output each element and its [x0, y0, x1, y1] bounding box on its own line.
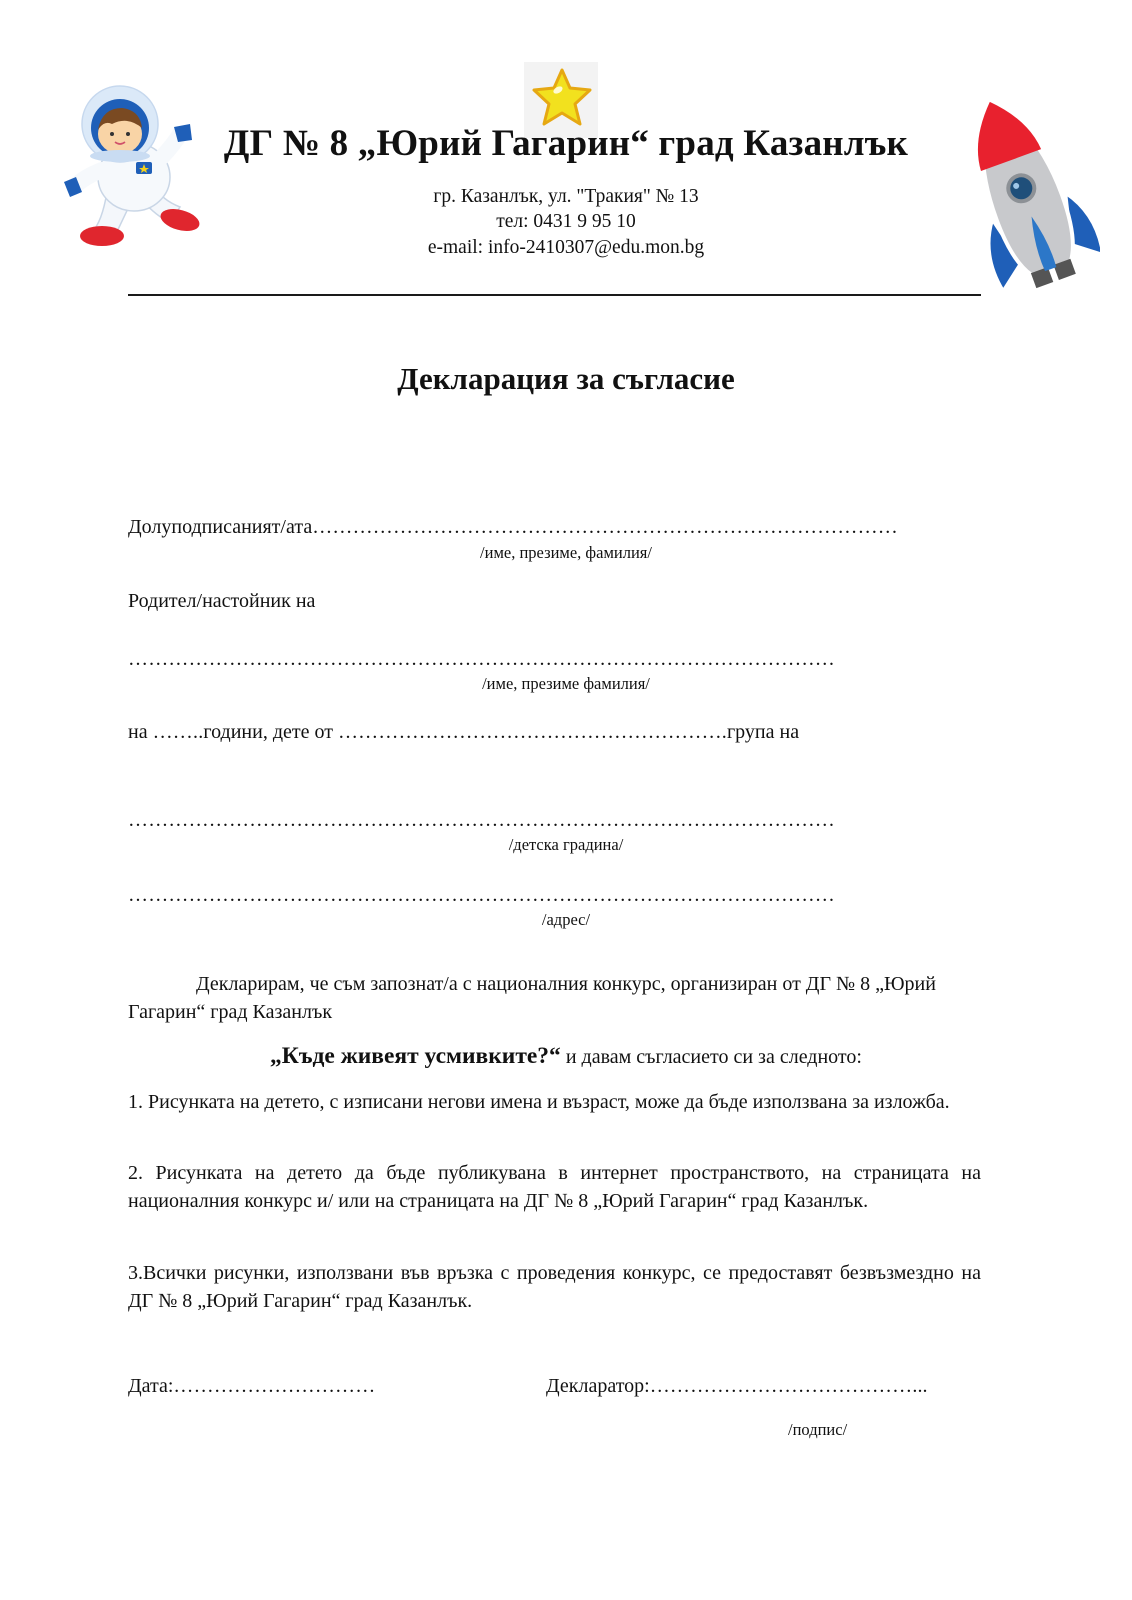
- age-field[interactable]: ……..: [152, 721, 204, 743]
- address-hint: /адрес/: [541, 910, 591, 929]
- declarant-line: [546, 1375, 928, 1398]
- contest-suffix: и давам съгласието си за следното:: [560, 1046, 862, 1068]
- contest-line: [0, 1043, 1132, 1070]
- organization-name-text: ДГ № 8 „Юрий Гагарин“ град Казанлък: [223, 123, 909, 164]
- consent-item-1: 1. Рисунката на детето, с изписани негови имена и възраст, може да бъде използвана за изложба.: [128, 1091, 950, 1113]
- declarant-field[interactable]: ………………………………….: [649, 1375, 918, 1397]
- kindergarten-field[interactable]: ……………………………………………………………………………………………: [128, 809, 835, 831]
- organization-email: e-mail: info-2410307@edu.mon.bg: [427, 237, 705, 258]
- group-label: група на: [726, 721, 800, 743]
- organization-phone: тел: 0431 9 95 10: [496, 211, 636, 232]
- guardian-label: Родител/настойник на: [128, 590, 316, 612]
- organization-address: гр. Казанлък, ул. "Тракия" № 13: [433, 186, 699, 207]
- child-name-field[interactable]: ……………………………………………………………………………………………: [128, 648, 835, 670]
- signatory-field[interactable]: ……………………………………………………………………………: [312, 516, 899, 538]
- age-group-line: [128, 721, 799, 744]
- consent-item-2: 2. Рисунката на детето да бъде публикувана в интернет пространството, на страницата на националния конкурс и/ или на страницата на ДГ № 8 „Юрий Гагарин“ град Казанлък.: [128, 1162, 981, 1212]
- declarant-label: Декларатор:: [546, 1375, 650, 1397]
- signatory-hint: /име, презиме, фамилия/: [480, 543, 652, 562]
- child-name-hint: /име, презиме фамилия/: [482, 674, 650, 693]
- age-prefix: на: [128, 721, 153, 743]
- consent-item-3: 3.Всички рисунки, използвани във връзка с проведения конкурс, се предоставят безвъзмездно на ДГ № 8 „Юрий Гагарин“ град Казанлък.: [128, 1262, 981, 1312]
- date-field[interactable]: …………………………: [173, 1375, 376, 1397]
- signature-hint: /подпис/: [788, 1420, 848, 1439]
- kindergarten-hint: /детска градина/: [508, 835, 624, 854]
- group-field[interactable]: ………………………………………………….: [337, 721, 727, 743]
- declarant-trail: ..: [917, 1375, 928, 1397]
- organization-name: [0, 122, 1132, 165]
- header-divider: [128, 294, 981, 296]
- date-label: Дата:: [128, 1375, 174, 1397]
- signatory-label: Долуподписаният/ата: [128, 516, 313, 538]
- signatory-line: [128, 516, 898, 539]
- contest-name: „Къде живеят усмивките?“: [270, 1043, 561, 1069]
- address-field[interactable]: ……………………………………………………………………………………………: [128, 884, 835, 906]
- date-line: [128, 1375, 375, 1398]
- declaration-intro: Декларирам, че съм запознат/а с националния конкурс, организиран от ДГ № 8 „Юрий Гагарин“ град Казанлък: [128, 973, 936, 1023]
- document-title: Декларация за съгласие: [397, 361, 735, 396]
- years-label: години, дете от: [203, 721, 338, 743]
